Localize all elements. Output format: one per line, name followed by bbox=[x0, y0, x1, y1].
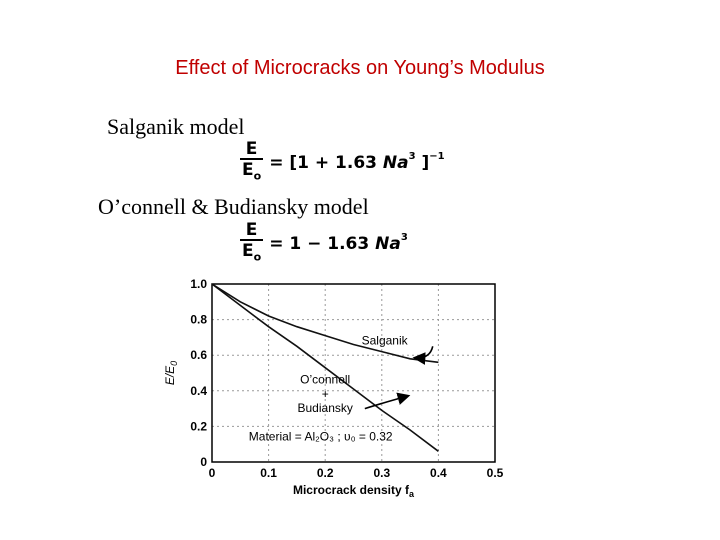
oconnell-fraction bbox=[240, 221, 263, 267]
oconnell-curve-label-line3: Budiansky bbox=[297, 401, 353, 416]
y-tick-label: 0.6 bbox=[190, 348, 207, 363]
salganik-fraction bbox=[240, 140, 263, 186]
salganik-arrow bbox=[416, 346, 433, 358]
y-tick-label: 0 bbox=[200, 455, 207, 469]
oconnell-equation bbox=[240, 221, 408, 267]
x-tick-label: 0.3 bbox=[373, 466, 391, 480]
x-tick-label: 0.2 bbox=[316, 466, 334, 480]
x-tick-label: 0.5 bbox=[486, 466, 504, 480]
x-tick-label: 0.1 bbox=[260, 466, 277, 480]
slide-title: Effect of Microcracks on Young’s Modulus bbox=[175, 57, 545, 79]
salganik-rhs: = [1 + 1.63 Na$^3$ ]$^{-1}$ bbox=[269, 150, 445, 174]
oconnell-curve-label-line2: + bbox=[321, 386, 329, 401]
salganik-curve-label: Salganik bbox=[361, 333, 408, 348]
y-tick-label: 0.4 bbox=[190, 383, 207, 398]
youngs-modulus-chart bbox=[150, 270, 530, 505]
oconnell-rhs: = 1 − 1.63 Na$^3$ bbox=[269, 231, 408, 255]
y-tick-label: 0.2 bbox=[190, 419, 207, 434]
y-axis-label: $E/E_0$ bbox=[163, 360, 179, 386]
material-annotation: Material = Al₂O₃ ; υ₀ = 0.32 bbox=[248, 429, 393, 444]
salganik-equation bbox=[240, 140, 445, 186]
oconnell-model-label: O’connell & Budiansky model bbox=[98, 194, 369, 219]
y-tick-label: 1.0 bbox=[190, 277, 207, 291]
salganik-denominator: $E_o$ bbox=[240, 158, 263, 186]
salganik-numerator: E bbox=[245, 139, 258, 159]
oconnell-denominator: $E_o$ bbox=[240, 239, 263, 267]
oconnell-curve-label-line1: O’connell bbox=[300, 372, 351, 387]
salganik-model-label: Salganik model bbox=[107, 114, 245, 139]
y-tick-label: 0.8 bbox=[190, 312, 207, 327]
x-tick-label: 0 bbox=[208, 466, 216, 480]
oconnell-numerator: E bbox=[245, 220, 258, 240]
x-tick-label: 0.4 bbox=[430, 466, 447, 480]
x-axis-label: Microcrack density $f_a$ bbox=[292, 483, 415, 499]
